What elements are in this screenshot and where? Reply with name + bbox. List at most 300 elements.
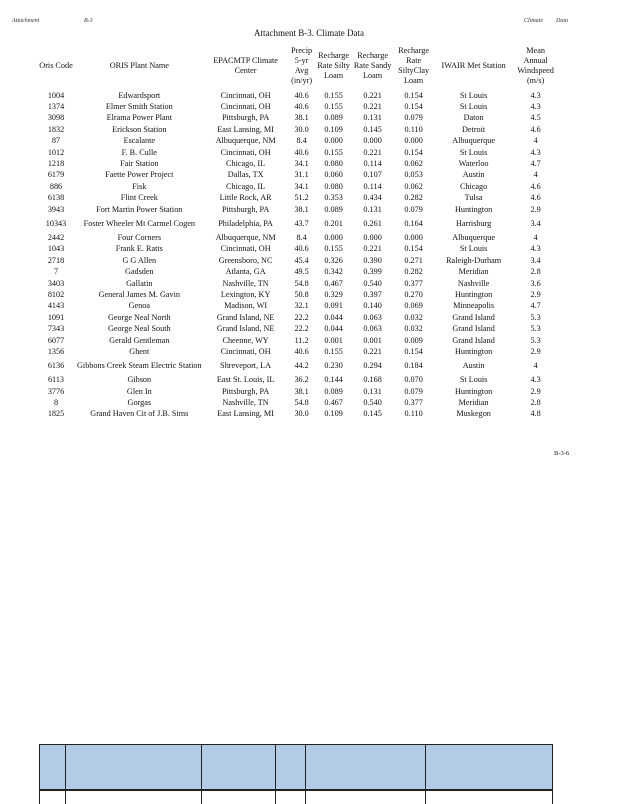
col-header-climate-center: EPACMTP Climate Center: [213, 56, 278, 75]
recharge-siltyclay-cell: 0.154: [404, 244, 423, 254]
climate-center-cell: Dallas, TX: [227, 170, 264, 180]
met-station-cell: Meridian: [458, 267, 489, 277]
recharge-sandy-cell: 0.168: [363, 375, 382, 385]
precip-cell: 40.6: [294, 102, 309, 112]
recharge-silty-cell: 0.044: [324, 324, 343, 334]
recharge-silty-cell: 0.000: [324, 136, 343, 146]
recharge-silty-cell: 0.080: [324, 159, 343, 169]
recharge-sandy-cell: 0.114: [363, 159, 382, 169]
climate-center-cell: Nashville, TN: [222, 398, 269, 408]
plant-name-cell: Grand Haven Cit of J.B. Sims: [90, 409, 189, 419]
table-row: [36, 289, 559, 300]
met-station-cell: St Louis: [459, 147, 488, 157]
col-header-recharge-sandy: Recharge Rate Sandy Loam: [353, 51, 392, 80]
table-row: [36, 312, 559, 323]
oris-cell: 3943: [47, 204, 65, 214]
climate-center-cell: Cincinnati, OH: [220, 346, 271, 356]
plant-name-cell: George Neal North: [108, 312, 171, 322]
oris-cell: 1012: [47, 147, 65, 157]
recharge-siltyclay-cell: 0.154: [404, 90, 423, 100]
met-station-cell: Tulsa: [464, 193, 483, 203]
precip-cell: 40.6: [294, 244, 309, 254]
grid-divider: [275, 744, 276, 804]
table-row: [36, 301, 559, 312]
plant-name-cell: Flint Creek: [120, 193, 158, 203]
col-header-met-station: IWAIR Met Station: [441, 61, 506, 70]
precip-cell: 22.2: [294, 312, 309, 322]
windspeed-cell: 4.5: [530, 113, 541, 123]
climate-center-cell: Madison, WI: [224, 301, 268, 311]
plant-name-cell: George Neal South: [108, 324, 171, 334]
grid-divider: [425, 744, 426, 804]
table-row: [36, 136, 559, 147]
recharge-sandy-cell: 0.000: [363, 232, 382, 242]
oris-cell: 3098: [47, 113, 65, 123]
precip-cell: 11.2: [294, 335, 309, 345]
plant-name-cell: Elmer Smith Station: [105, 102, 173, 112]
precip-cell: 38.1: [294, 386, 309, 396]
recharge-silty-cell: 0.089: [324, 386, 343, 396]
recharge-silty-cell: 0.080: [324, 181, 343, 191]
climate-center-cell: Albuquerque, NM: [215, 232, 276, 242]
recharge-sandy-cell: 0.390: [363, 255, 382, 265]
precip-cell: 38.1: [294, 204, 309, 214]
recharge-siltyclay-cell: 0.164: [404, 218, 423, 228]
recharge-silty-cell: 0.155: [324, 346, 343, 356]
windspeed-cell: 2.8: [530, 398, 541, 408]
recharge-sandy-cell: 0.434: [363, 193, 382, 203]
windspeed-cell: 4.3: [530, 102, 541, 112]
recharge-silty-cell: 0.201: [324, 218, 343, 228]
oris-cell: 1043: [47, 244, 65, 254]
oris-cell: 1832: [47, 124, 65, 134]
recharge-siltyclay-cell: 0.069: [404, 301, 423, 311]
climate-center-cell: Little Rock, AR: [219, 193, 272, 203]
table-row: [36, 397, 559, 408]
recharge-silty-cell: 0.353: [324, 193, 343, 203]
oris-cell: 1356: [47, 346, 65, 356]
met-station-cell: Nashville: [457, 278, 490, 288]
plant-name-cell: Erickson Station: [112, 124, 167, 134]
met-station-cell: Grand Island: [452, 324, 495, 334]
plant-name-cell: Gadsden: [124, 267, 154, 277]
oris-cell: 6179: [47, 170, 65, 180]
recharge-silty-cell: 0.089: [324, 204, 343, 214]
recharge-sandy-cell: 0.221: [363, 244, 382, 254]
recharge-siltyclay-cell: 0.070: [404, 375, 423, 385]
recharge-siltyclay-cell: 0.270: [404, 289, 423, 299]
table-row: [36, 124, 559, 135]
met-station-cell: Daton: [463, 113, 484, 123]
plant-name-cell: Glen In: [126, 386, 152, 396]
windspeed-cell: 4: [533, 232, 538, 242]
precip-cell: 49.5: [294, 267, 309, 277]
col-header-plant-name: ORIS Plant Name: [109, 61, 169, 70]
recharge-silty-cell: 0.342: [324, 267, 343, 277]
recharge-silty-cell: 0.155: [324, 244, 343, 254]
climate-center-cell: Cincinnati, OH: [220, 90, 271, 100]
windspeed-cell: 5.3: [530, 324, 541, 334]
precip-cell: 50.8: [294, 289, 309, 299]
windspeed-cell: 4: [533, 170, 538, 180]
table-row: [36, 386, 559, 397]
precip-cell: 40.6: [294, 147, 309, 157]
oris-cell: 8102: [47, 289, 65, 299]
table-body: [36, 90, 559, 420]
recharge-sandy-cell: 0.221: [363, 346, 382, 356]
recharge-sandy-cell: 0.261: [363, 218, 382, 228]
oris-cell: 7343: [47, 324, 65, 334]
recharge-silty-cell: 0.155: [324, 147, 343, 157]
oris-cell: 1825: [47, 409, 65, 419]
table-row: [36, 232, 559, 243]
precip-cell: 44.2: [294, 361, 309, 371]
climate-center-cell: Albuquerque, NM: [215, 136, 276, 146]
recharge-silty-cell: 0.155: [324, 90, 343, 100]
oris-cell: 7: [53, 267, 59, 277]
windspeed-cell: 4.7: [530, 301, 541, 311]
climate-center-cell: Chicago, IL: [226, 159, 266, 169]
recharge-sandy-cell: 0.540: [363, 398, 382, 408]
grid-divider: [552, 744, 553, 804]
table-row: [36, 335, 559, 346]
recharge-sandy-cell: 0.107: [363, 170, 382, 180]
climate-center-cell: Pittsburgh, PA: [221, 204, 270, 214]
climate-center-cell: Greensboro, NC: [218, 255, 273, 265]
recharge-silty-cell: 0.467: [324, 278, 343, 288]
precip-cell: 31.1: [294, 170, 309, 180]
table-header: [36, 42, 559, 90]
precip-cell: 54.8: [294, 278, 309, 288]
recharge-silty-cell: 0.000: [324, 232, 343, 242]
windspeed-cell: 4.3: [530, 147, 541, 157]
recharge-sandy-cell: 0.063: [363, 324, 382, 334]
recharge-siltyclay-cell: 0.079: [404, 204, 423, 214]
met-station-cell: Albuquerque: [452, 232, 495, 242]
header-attachment-label: Attachment: [12, 18, 40, 24]
windspeed-cell: 4: [533, 136, 538, 146]
met-station-cell: Detroit: [462, 124, 486, 134]
plant-name-cell: Fisk: [132, 181, 147, 191]
precip-cell: 51.2: [294, 193, 309, 203]
oris-cell: 87: [51, 136, 61, 146]
recharge-siltyclay-cell: 0.110: [404, 124, 423, 134]
grid-divider: [65, 744, 66, 804]
recharge-siltyclay-cell: 0.032: [404, 312, 423, 322]
climate-center-cell: Grand Island, NE: [216, 324, 275, 334]
recharge-sandy-cell: 0.063: [363, 312, 382, 322]
table-row: [36, 193, 559, 204]
recharge-siltyclay-cell: 0.053: [404, 170, 423, 180]
windspeed-cell: 2.9: [530, 346, 541, 356]
recharge-silty-cell: 0.144: [324, 375, 343, 385]
precip-cell: 34.1: [294, 181, 309, 191]
met-station-cell: Chicago: [459, 181, 488, 191]
plant-name-cell: Fair Station: [120, 159, 159, 169]
plant-name-cell: Elrama Power Plant: [106, 113, 173, 123]
met-station-cell: Albuquerque: [452, 136, 495, 146]
climate-center-cell: Cincinnati, OH: [220, 147, 271, 157]
climate-center-cell: East Lansing, MI: [217, 409, 274, 419]
next-table-header-fill: [39, 744, 553, 790]
windspeed-cell: 4.3: [530, 375, 541, 385]
met-station-cell: Huntington: [454, 289, 493, 299]
table-row: [36, 170, 559, 181]
precip-cell: 38.1: [294, 113, 309, 123]
windspeed-cell: 4: [533, 361, 538, 371]
windspeed-cell: 3.4: [530, 255, 541, 265]
oris-cell: 886: [49, 181, 63, 191]
plant-name-cell: Gibson: [127, 375, 152, 385]
oris-cell: 1374: [47, 102, 65, 112]
oris-cell: 6136: [47, 361, 65, 371]
plant-name-cell: G G Allen: [122, 255, 157, 265]
next-table-header-grid: [39, 744, 553, 804]
header-attachment-number: B-3: [84, 18, 93, 24]
plant-name-cell: Escalante: [123, 136, 155, 146]
recharge-silty-cell: 0.091: [324, 301, 343, 311]
plant-name-cell: Frank E. Ratts: [115, 244, 163, 254]
plant-name-cell: Faette Power Project: [105, 170, 174, 180]
plant-name-cell: Genoa: [128, 301, 150, 311]
recharge-sandy-cell: 0.294: [363, 361, 382, 371]
precip-cell: 30.0: [294, 409, 309, 419]
met-station-cell: Waterloo: [458, 159, 489, 169]
windspeed-cell: 4.6: [530, 193, 541, 203]
oris-cell: 3403: [47, 278, 65, 288]
recharge-siltyclay-cell: 0.377: [404, 398, 423, 408]
oris-cell: 8: [53, 398, 59, 408]
met-station-cell: Grand Island: [452, 312, 495, 322]
recharge-silty-cell: 0.060: [324, 170, 343, 180]
met-station-cell: Huntington: [454, 346, 493, 356]
windspeed-cell: 4.6: [530, 181, 541, 191]
recharge-silty-cell: 0.001: [324, 335, 343, 345]
table-row: [36, 113, 559, 124]
recharge-sandy-cell: 0.397: [363, 289, 382, 299]
recharge-siltyclay-cell: 0.079: [404, 113, 423, 123]
precip-cell: 32.1: [294, 301, 309, 311]
met-station-cell: Raleigh-Durham: [446, 255, 502, 265]
precip-cell: 43.7: [294, 218, 309, 228]
met-station-cell: Grand Island: [452, 335, 495, 345]
met-station-cell: Muskegon: [456, 409, 491, 419]
col-header-precip: Precip 5-yr Avg (in/yr): [291, 46, 313, 85]
recharge-sandy-cell: 0.221: [363, 147, 382, 157]
precip-cell: 30.0: [294, 124, 309, 134]
plant-name-cell: Gallatin: [126, 278, 153, 288]
plant-name-cell: Fort Martin Power Station: [96, 204, 183, 214]
recharge-sandy-cell: 0.540: [363, 278, 382, 288]
table-row: [36, 375, 559, 386]
grid-divider: [305, 744, 306, 804]
col-header-oris: Oris Code: [39, 61, 73, 70]
recharge-silty-cell: 0.467: [324, 398, 343, 408]
climate-center-cell: Pittsburgh, PA: [221, 113, 270, 123]
windspeed-cell: 3.6: [530, 278, 541, 288]
table-row: [36, 215, 559, 232]
climate-center-cell: Philadelphia, PA: [218, 218, 273, 228]
oris-cell: 10343: [45, 218, 67, 228]
recharge-siltyclay-cell: 0.282: [404, 193, 423, 203]
recharge-siltyclay-cell: 0.154: [404, 102, 423, 112]
windspeed-cell: 4.3: [530, 90, 541, 100]
page-title: Attachment B-3. Climate Data: [254, 28, 364, 38]
col-header-recharge-siltyclay: Recharge Rate SiltyClay Loam: [398, 46, 430, 85]
recharge-sandy-cell: 0.145: [363, 409, 382, 419]
climate-center-cell: Atlanta, GA: [225, 267, 266, 277]
recharge-siltyclay-cell: 0.154: [404, 147, 423, 157]
windspeed-cell: 2.9: [530, 289, 541, 299]
precip-cell: 45.4: [294, 255, 309, 265]
recharge-sandy-cell: 0.131: [363, 386, 382, 396]
table-row: [36, 90, 559, 101]
windspeed-cell: 4.3: [530, 244, 541, 254]
plant-name-cell: Gibbons Creek Steam Electric Station: [77, 361, 202, 371]
recharge-sandy-cell: 0.131: [363, 113, 382, 123]
climate-center-cell: East Lansing, MI: [217, 124, 274, 134]
grid-divider: [201, 744, 202, 804]
oris-cell: 6138: [47, 193, 65, 203]
col-header-recharge-silty: Recharge Rate Silty Loam: [317, 51, 350, 80]
recharge-silty-cell: 0.089: [324, 113, 343, 123]
recharge-sandy-cell: 0.221: [363, 90, 382, 100]
precip-cell: 34.1: [294, 159, 309, 169]
plant-name-cell: Ghent: [129, 346, 150, 356]
recharge-siltyclay-cell: 0.184: [404, 361, 423, 371]
header-climate-label: Climate: [524, 18, 543, 24]
recharge-silty-cell: 0.155: [324, 102, 343, 112]
met-station-cell: Harrisburg: [455, 218, 492, 228]
oris-cell: 3776: [47, 386, 65, 396]
plant-name-cell: Gerald Gentleman: [109, 335, 170, 345]
table-row: [36, 266, 559, 277]
oris-cell: 2442: [47, 232, 65, 242]
table-row: [36, 147, 559, 158]
climate-center-cell: Grand Island, NE: [216, 312, 275, 322]
table-row: [36, 204, 559, 215]
windspeed-cell: 2.9: [530, 386, 541, 396]
recharge-siltyclay-cell: 0.062: [404, 181, 423, 191]
recharge-siltyclay-cell: 0.271: [404, 255, 423, 265]
met-station-cell: St Louis: [459, 375, 488, 385]
recharge-siltyclay-cell: 0.000: [404, 136, 423, 146]
table-row: [36, 181, 559, 192]
recharge-silty-cell: 0.044: [324, 312, 343, 322]
oris-cell: 2718: [47, 255, 65, 265]
windspeed-cell: 2.9: [530, 204, 541, 214]
climate-center-cell: Nashville, TN: [222, 278, 269, 288]
recharge-siltyclay-cell: 0.154: [404, 346, 423, 356]
table-row: [36, 278, 559, 289]
precip-cell: 8.4: [296, 232, 307, 242]
windspeed-cell: 2.8: [530, 267, 541, 277]
table-row: [36, 244, 559, 255]
oris-cell: 6077: [47, 335, 65, 345]
plant-name-cell: Edwardsport: [118, 90, 161, 100]
recharge-siltyclay-cell: 0.032: [404, 324, 423, 334]
table-row: [36, 158, 559, 169]
grid-divider: [39, 744, 40, 804]
precip-cell: 8.4: [296, 136, 307, 146]
met-station-cell: Huntington: [454, 386, 493, 396]
recharge-silty-cell: 0.109: [324, 409, 343, 419]
col-header-windspeed: Mean Annual Windspeed (m/s): [517, 46, 554, 85]
recharge-sandy-cell: 0.000: [363, 136, 382, 146]
plant-name-cell: General James M. Gavin: [98, 289, 180, 299]
recharge-siltyclay-cell: 0.377: [404, 278, 423, 288]
oris-cell: 1091: [47, 312, 65, 322]
climate-center-cell: Shreveport, LA: [220, 361, 272, 371]
plant-name-cell: Four Corners: [117, 232, 162, 242]
met-station-cell: St Louis: [459, 102, 488, 112]
met-station-cell: Minneapolis: [453, 301, 495, 311]
recharge-siltyclay-cell: 0.282: [404, 267, 423, 277]
recharge-sandy-cell: 0.399: [363, 267, 382, 277]
recharge-siltyclay-cell: 0.110: [404, 409, 423, 419]
oris-cell: 1004: [47, 90, 65, 100]
recharge-silty-cell: 0.329: [324, 289, 343, 299]
table-row: [36, 346, 559, 357]
plant-name-cell: Gorgas: [127, 398, 152, 408]
windspeed-cell: 4.6: [530, 124, 541, 134]
recharge-sandy-cell: 0.001: [363, 335, 382, 345]
precip-cell: 40.6: [294, 346, 309, 356]
recharge-sandy-cell: 0.114: [363, 181, 382, 191]
table-row: [36, 323, 559, 334]
header-data-label: Data: [556, 18, 568, 24]
plant-name-cell: Foster Wheeler Mt Carmel Cogen: [83, 218, 195, 228]
recharge-silty-cell: 0.230: [324, 361, 343, 371]
windspeed-cell: 3.4: [530, 218, 541, 228]
met-station-cell: Austin: [462, 170, 485, 180]
recharge-siltyclay-cell: 0.009: [404, 335, 423, 345]
windspeed-cell: 5.3: [530, 335, 541, 345]
oris-cell: 6113: [47, 375, 65, 385]
climate-center-cell: East St. Louis, IL: [216, 375, 275, 385]
oris-cell: 4143: [47, 301, 65, 311]
table-row: [36, 101, 559, 112]
climate-data-table: [36, 42, 559, 420]
precip-cell: 54.8: [294, 398, 309, 408]
climate-center-cell: Cheenne, WY: [222, 335, 269, 345]
recharge-sandy-cell: 0.131: [363, 204, 382, 214]
climate-center-cell: Cincinnati, OH: [220, 244, 271, 254]
recharge-silty-cell: 0.109: [324, 124, 343, 134]
recharge-sandy-cell: 0.221: [363, 102, 382, 112]
recharge-sandy-cell: 0.145: [363, 124, 382, 134]
page-number: B-3-6: [554, 450, 570, 457]
met-station-cell: Meridian: [458, 398, 489, 408]
recharge-siltyclay-cell: 0.062: [404, 159, 423, 169]
grid-divider: [39, 790, 553, 791]
precip-cell: 22.2: [294, 324, 309, 334]
windspeed-cell: 4.8: [530, 409, 541, 419]
windspeed-cell: 5.3: [530, 312, 541, 322]
precip-cell: 40.6: [294, 90, 309, 100]
climate-center-cell: Cincinnati, OH: [220, 102, 271, 112]
table-row: [36, 409, 559, 420]
plant-name-cell: F. B. Culle: [121, 147, 157, 157]
climate-center-cell: Chicago, IL: [226, 181, 266, 191]
recharge-silty-cell: 0.326: [324, 255, 343, 265]
met-station-cell: Austin: [462, 361, 485, 371]
oris-cell: 1218: [47, 159, 65, 169]
recharge-siltyclay-cell: 0.000: [404, 232, 423, 242]
climate-center-cell: Lexington, KY: [220, 289, 271, 299]
met-station-cell: St Louis: [459, 90, 488, 100]
climate-center-cell: Pittsburgh, PA: [221, 386, 270, 396]
